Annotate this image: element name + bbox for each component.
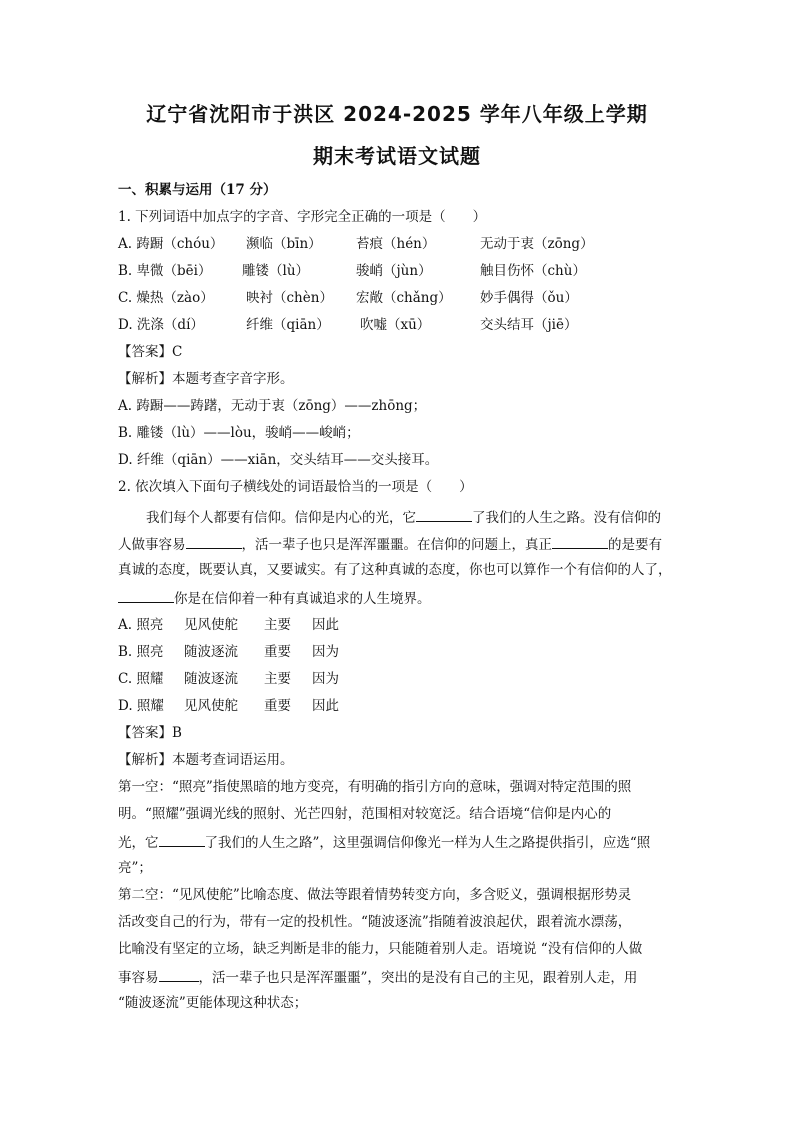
option-word: 重要 [264,644,291,660]
option-word: 因此 [312,617,339,633]
option-word: 交头结耳（jiē） [480,317,578,333]
q1-analysis-title: 【解析】本题考查字音字形。 [118,371,294,387]
q2-analysis-line: 第二空：“见风使舵”比喻态度、做法等跟着情势转变方向，多含贬义，强调根据形势灵 [118,887,632,903]
option-label: D. 洗涤（dí） [118,317,204,333]
q2-analysis-line: 事容易 ，活一辈子也只是浑浑噩噩”，突出的是没有自己的主见，跟着别人走，用 [118,967,678,987]
option-word: 吹嘘（xū） [360,317,431,333]
option-label: B. 照亮 [118,644,164,660]
q2-analysis-title: 【解析】本题考查词语运用。 [118,752,294,768]
question-1-stem: 1. 下列词语中加点字的字音、字形完全正确的一项是（ ） [118,209,487,225]
option-word: 无动于衷（zōng） [480,236,594,252]
option-word: 因为 [312,644,339,660]
q2-analysis-line: 活改变自己的行为，带有一定的投机性。“随波逐流”指随着波浪起伏，跟着流水漂荡， [118,914,632,930]
option-label: C. 照耀 [118,671,164,687]
document-subtitle: 期末考试语文试题 [313,144,481,168]
question-2-stem: 2. 依次填入下面句子横线处的词语最恰当的一项是（ ） [118,479,473,495]
option-label: B. 卑微（bēi） [118,263,212,279]
option-word: 随波逐流 [184,644,238,660]
fill-blank [186,534,242,549]
q2-analysis-line: 第一空：“照亮”指使黑暗的地方变亮，有明确的指引方向的意味，强调对特定范围的照 [118,779,632,795]
q2-analysis-line: 亮”； [118,860,152,876]
q2-analysis-line: 比喻没有坚定的立场，缺乏判断是非的能力，只能随着别人走。语境说 “没有信仰的人做 [118,941,643,957]
option-word: 映衬（chèn） [246,290,333,306]
option-word: 见风使舵 [184,617,238,633]
option-word: 因为 [312,671,339,687]
option-word: 骏峭（jùn） [356,263,432,279]
option-word: 见风使舵 [184,698,238,714]
q1-analysis-line: B. 雕镂（lù）——lòu，骏峭——峻峭； [118,425,360,441]
q2-passage-line: 我们每个人都要有信仰。信仰是内心的光，它 了我们的人生之路。没有信仰的 [146,507,706,527]
option-label: A. 踌蹰（chóu） [118,236,224,252]
fill-blank [159,832,205,847]
option-word: 主要 [264,617,291,633]
option-label: D. 照耀 [118,698,164,714]
q2-passage-line: 你是在信仰着一种有真诚追求的人生境界。 [118,588,678,608]
q1-analysis-line: D. 纤维（qiān）——xiān，交头结耳——交头接耳。 [118,452,439,468]
document-title: 辽宁省沈阳市于洪区 2024-2025 学年八年级上学期 [146,102,648,126]
fill-blank [118,588,174,603]
q2-passage-line: 人做事容易 ，活一辈子也只是浑浑噩噩。在信仰的问题上，真正 的是要有 [118,534,678,554]
option-word: 主要 [264,671,291,687]
option-word: 随波逐流 [184,671,238,687]
option-word: 苔痕（hén） [356,236,436,252]
option-word: 宏敞（chǎng） [356,290,452,306]
q1-analysis-line: A. 踌蹰——踌躇，无动于衷（zōng）——zhōng； [118,398,427,414]
fill-blank [416,507,472,522]
option-word: 因此 [312,698,339,714]
q2-analysis-line: 光，它 了我们的人生之路”，这里强调信仰像光一样为人生之路提供指引，应选“照 [118,832,678,852]
q2-analysis-line: “随波逐流”更能体现这种状态； [118,995,308,1011]
fill-blank [159,967,199,982]
fill-blank [552,534,608,549]
q2-passage-line: 真诚的态度，既要认真，又要诚实。有了这种真诚的态度，你也可以算作一个有信仰的人了， [118,562,672,578]
q2-answer: 【答案】B [118,725,182,741]
option-label: C. 燥热（zào） [118,290,214,306]
option-word: 雕镂（lù） [242,263,310,279]
option-label: A. 照亮 [118,617,164,633]
q1-answer: 【答案】C [118,344,183,360]
option-word: 重要 [264,698,291,714]
option-word: 妙手偶得（ǒu） [480,290,578,306]
q2-analysis-line: 明。“照耀”强调光线的照射、光芒四射，范围相对较宽泛。结合语境“信仰是内心的 [118,806,612,822]
option-word: 濒临（bīn） [246,236,322,252]
section-heading: 一、积累与运用（17 分） [118,182,277,198]
option-word: 纤维（qiān） [246,317,330,333]
option-word: 触目伤怀（chù） [480,263,586,279]
